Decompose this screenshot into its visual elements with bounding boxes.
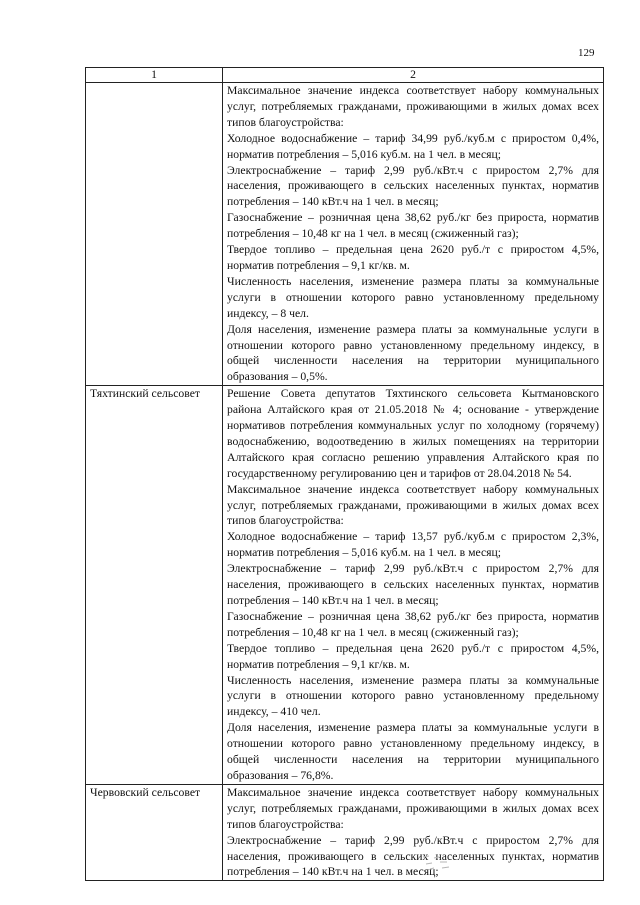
table-row (86, 83, 604, 386)
table-row (86, 784, 604, 880)
paragraph: Электроснабжение – тариф 2,99 руб./кВт.ч с приростом 2,7% для населения, проживающего в сельских населенных пунктах, норматив потребления – 140 кВт.ч на 1 чел. в месяц; (227, 562, 599, 607)
paragraph: Максимальное значение индекса соответствует набору коммунальных услуг, потребляемых гражданами, проживающими в жилых домах всех типов благоустройства: (227, 785, 599, 831)
paragraph: Газоснабжение – розничная цена 38,62 руб./кг без прироста, норматив потребления – 10,48 кг на 1 чел. в месяц (сжиженный газ); (227, 211, 599, 241)
paragraph: Холодное водоснабжение – тариф 34,99 руб./куб.м с приростом 0,4%, норматив потребления – 5,016 куб.м. на 1 чел. в месяц; (227, 131, 599, 161)
row-description (223, 386, 604, 785)
column-header-2: 2 (223, 68, 604, 83)
paragraph: Электроснабжение – тариф 2,99 руб./кВт.ч с приростом 2,7% для населения, проживающего в сельских населенных пунктах, норматив потребления – 140 кВт.ч на 1 чел. в месяц; (227, 833, 599, 879)
page-number: 129 (578, 47, 595, 59)
table-row (86, 386, 604, 785)
paragraph: Твердое топливо – предельная цена 2620 руб./т с приростом 4,5%, норматив потребления – 9,1 кг/кв. м. (227, 641, 599, 671)
paragraph: Максимальное значение индекса соответствует набору коммунальных услуг, потребляемых гражданами, проживающими в жилых домах всех типов благоустройства: (227, 84, 599, 129)
paragraph: Доля населения, изменение размера платы за коммунальные услуги в отношении которого равно установленному предельному индексу, в общей численности населения на территории муниципального образования – 0,5%. (227, 322, 599, 384)
paragraph: Численность населения, изменение размера платы за коммунальные услуги в отношении которого равно установленному предельному индексу, – 410 чел. (227, 673, 599, 719)
paragraph: Газоснабжение – розничная цена 38,62 руб./кг без прироста, норматив потребления – 10,48 кг на 1 чел. в месяц (сжиженный газ); (227, 609, 599, 639)
paragraph: Холодное водоснабжение – тариф 13,57 руб./куб.м с приростом 2,3%, норматив потребления – 5,016 куб.м. на 1 чел. в месяц; (227, 530, 599, 560)
paragraph: Максимальное значение индекса соответствует набору коммунальных услуг, потребляемых гражданами, проживающими в жилых домах всех типов благоустройства: (227, 482, 599, 528)
settlement-name (86, 83, 223, 386)
settlement-name: Червовский сельсовет (86, 784, 223, 880)
scan-marks-decoration (420, 853, 454, 873)
row-description (223, 784, 604, 880)
paragraph: Численность населения, изменение размера платы за коммунальные услуги в отношении которого равно установленному предельному индексу, – 8 чел. (227, 274, 599, 320)
column-header-1: 1 (86, 68, 223, 83)
paragraph: Твердое топливо – предельная цена 2620 руб./т с приростом 4,5%, норматив потребления – 9,1 кг/кв. м. (227, 243, 599, 272)
paragraph: Решение Совета депутатов Тяхтинского сельсовета Кытмановского района Алтайского края от 21.05.2018 № 4; основание - утверждение нормативов потребления коммунальных услуг по холодному (горячему) водоснабжению, водоотведению в жилых помещениях на территории Алтайского края согласно решению управления Алтайского края по государственному регулированию цен и тарифов от 28.04.2018 № 54. (227, 387, 599, 480)
row-description (223, 83, 604, 386)
paragraph: Электроснабжение – тариф 2,99 руб./кВт.ч с приростом 2,7% для населения, проживающего в сельских населенных пунктах, норматив потребления – 140 кВт.ч на 1 чел. в месяц; (227, 163, 599, 209)
table-header-row (86, 68, 604, 83)
paragraph: Доля населения, изменение размера платы за коммунальные услуги в отношении которого равно установленному предельному индексу, в общей численности населения на территории муниципального образования – 76,8%. (227, 721, 599, 782)
document-table (85, 67, 604, 881)
settlement-name: Тяхтинский сельсовет (86, 386, 223, 785)
